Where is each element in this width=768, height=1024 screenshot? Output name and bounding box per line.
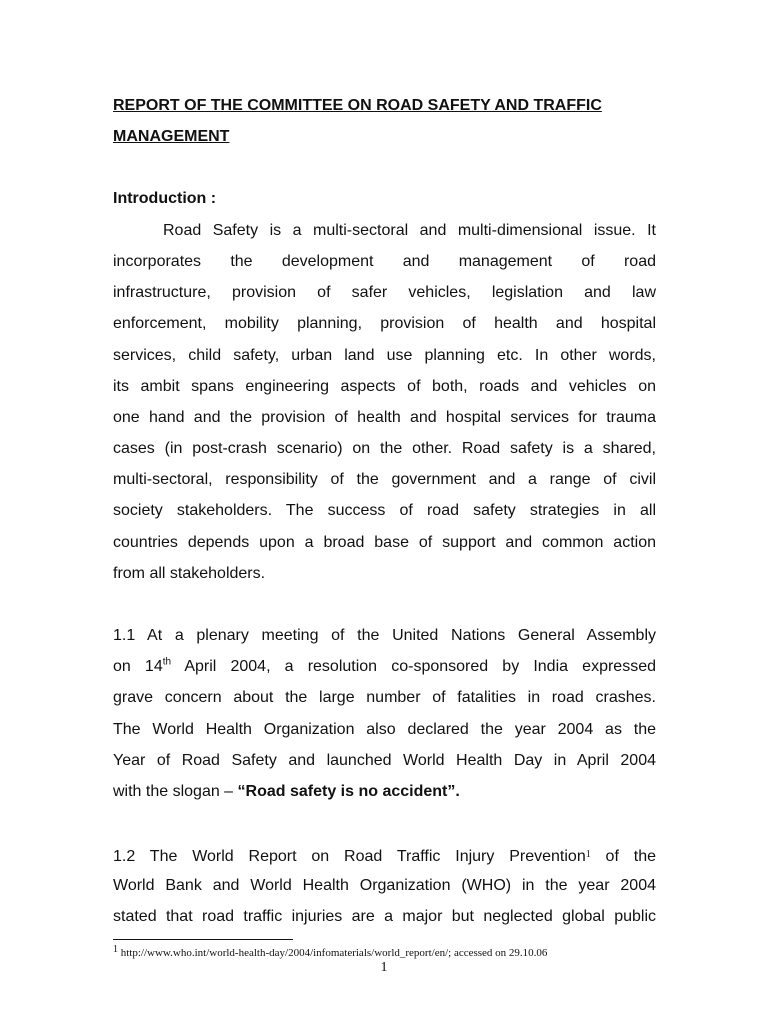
report-title-line-2: MANAGEMENT [113,128,230,145]
ordinal-superscript: th [162,656,172,668]
para-1-1-line: grave concern about the large number of fatalities in road crashes. [113,689,656,706]
para-1-1-text: April 2004, a resolution co-sponsored by India expressed [171,658,656,675]
para-1-1-line: The World Health Organization also declared the year 2004 as the [113,721,656,738]
intro-line: incorporates the development and management of road [113,253,656,270]
intro-line: its ambit spans engineering aspects of both, roads and vehicles on [113,378,656,395]
para-1-1-line: Year of Road Safety and launched World Health Day in April 2004 [113,752,656,769]
footnote-reference[interactable]: 1 [585,849,591,860]
intro-line: from all stakeholders. [113,565,266,582]
para-1-1-text: on 14 [113,658,163,675]
para-1-2-text: 1.2 The World Report on Road Traffic Injury Prevention [113,848,586,865]
para-1-1-line [113,782,656,802]
para-1-2-text: of the [590,848,656,865]
para-1-1-line: 1.1 At a plenary meeting of the United Nations General Assembly [113,627,656,644]
footnote-link[interactable]: http://www.who.int/world-health-day/2004/infomaterials/world_report/en/; accessed on 29.10.06 [118,947,548,959]
page-number: 1 [380,960,388,975]
intro-line: multi-sectoral, responsibility of the government and a range of civil [113,471,656,488]
intro-line: cases (in post-crash scenario) on the other. Road safety is a shared, [113,440,656,457]
para-1-2-line [113,845,656,867]
intro-line: enforcement, mobility planning, provision of health and hospital [113,315,656,332]
intro-line: one hand and the provision of health and hospital services for trauma [113,409,656,426]
footnote [113,944,547,959]
report-title-line-1: REPORT OF THE COMMITTEE ON ROAD SAFETY AND TRAFFIC [113,97,602,114]
para-1-2-line: World Bank and World Health Organization (WHO) in the year 2004 [113,877,656,894]
para-1-1-line [113,657,656,677]
introduction-heading: Introduction : [113,190,217,207]
intro-line: infrastructure, provision of safer vehicles, legislation and law [113,284,656,301]
intro-line: countries depends upon a broad base of support and common action [113,534,656,551]
intro-line: society stakeholders. The success of road safety strategies in all [113,502,656,519]
intro-line: services, child safety, urban land use planning etc. In other words, [113,347,656,364]
intro-line: Road Safety is a multi-sectoral and multi-dimensional issue. It [163,222,656,239]
para-1-2-line: stated that road traffic injuries are a major but neglected global public [113,908,656,925]
para-1-1-text: with the slogan – [113,783,238,800]
footnote-mark: 1 [113,944,118,955]
footnote-divider [113,939,293,940]
slogan-text: “Road safety is no accident”. [237,783,460,800]
